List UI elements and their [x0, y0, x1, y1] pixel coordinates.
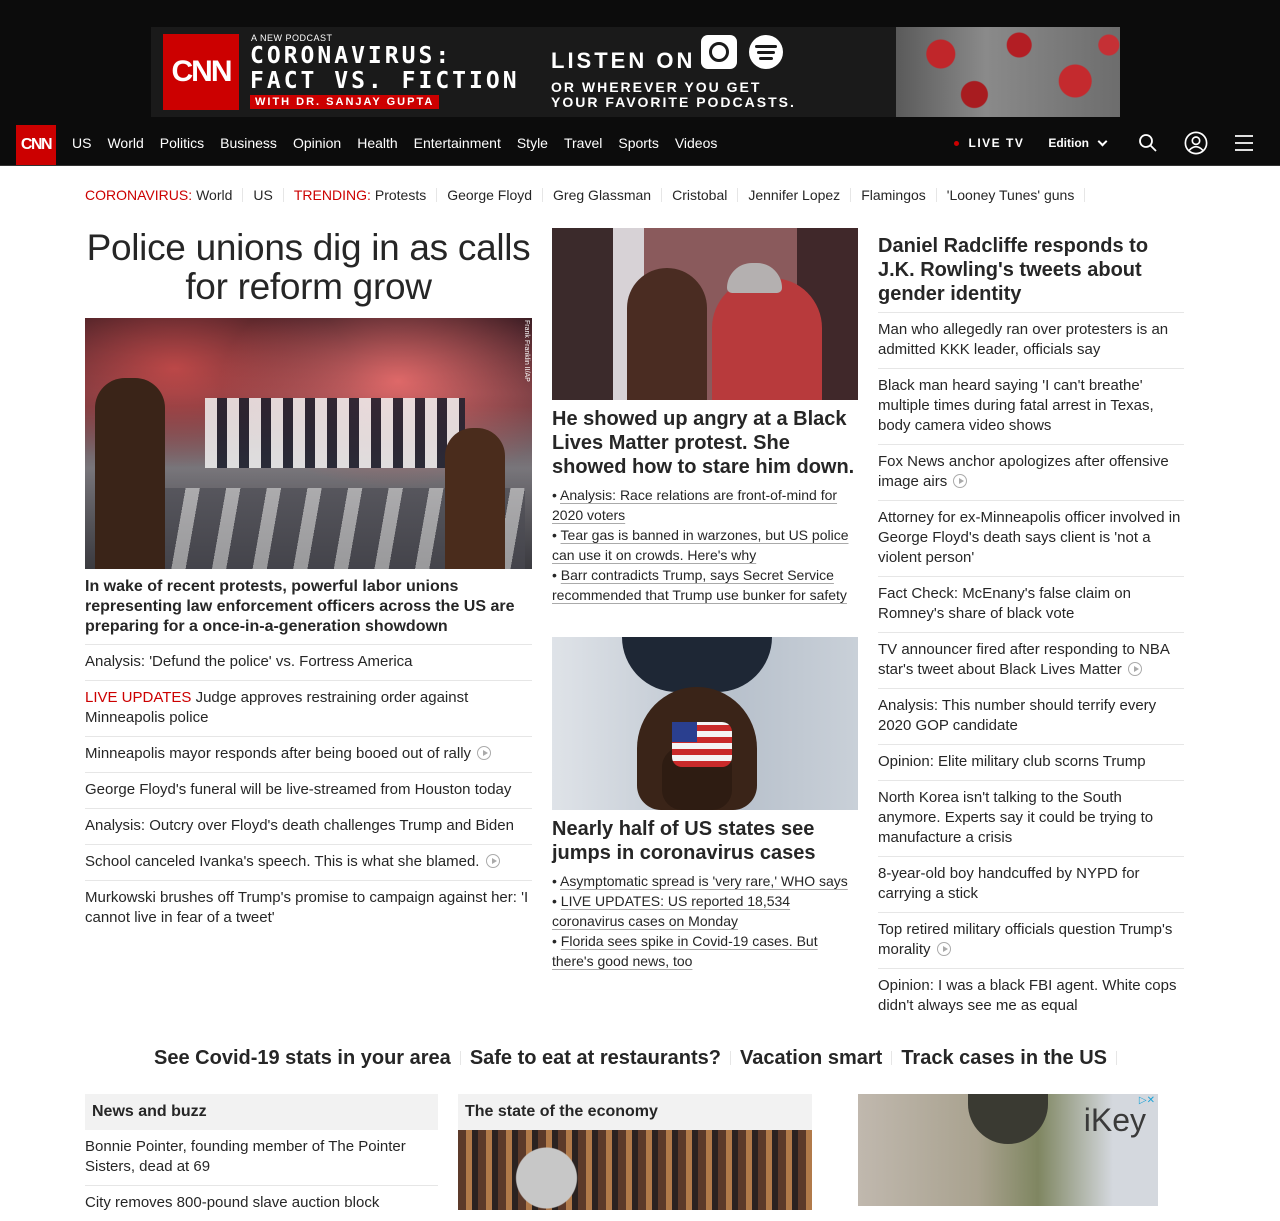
list-item-text: Opinion: Elite military club scorns Trump — [878, 753, 1146, 770]
search-icon[interactable] — [1136, 131, 1160, 155]
list-item[interactable] — [878, 577, 1184, 633]
photo-detail — [968, 1094, 1048, 1144]
user-icon[interactable] — [1184, 131, 1208, 155]
sidebar-ad[interactable] — [858, 1094, 1158, 1206]
list-item[interactable] — [878, 781, 1184, 857]
related-link[interactable]: Tear gas is banned in warzones, but US police can use it on crowds. Here's why — [552, 527, 849, 563]
divider — [1084, 188, 1085, 202]
coronavirus-headline[interactable]: Nearly half of US states see jumps in coronavirus cases — [552, 818, 816, 864]
list-item-text: Man who allegedly ran over protesters is an admitted KKK leader, officials say — [878, 321, 1169, 358]
covid-link-stats[interactable]: See Covid-19 stats in your area — [154, 1047, 451, 1069]
related-links — [552, 871, 858, 971]
divider — [1116, 1051, 1117, 1065]
ad-kicker: A NEW PODCAST — [251, 33, 333, 43]
ad-cnn-logo: CNN — [163, 34, 239, 110]
list-item-text: Analysis: Outcry over Floyd's death challenges Trump and Biden — [85, 817, 514, 834]
related-link[interactable]: Asymptomatic spread is 'very rare,' WHO says — [560, 873, 848, 889]
list-item-text: Analysis: 'Defund the police' vs. Fortress America — [85, 653, 413, 670]
podcast-ad-banner[interactable] — [151, 27, 1120, 117]
ad-title-line2: FACT VS. FICTION — [250, 68, 520, 94]
list-item-text: Attorney for ex-Minneapolis officer involved in George Floyd's death says client is 'not a violent person' — [878, 509, 1181, 566]
ad-wherever-line2: YOUR FAVORITE PODCASTS. — [551, 94, 796, 110]
nav-link-videos[interactable]: Videos — [674, 135, 718, 151]
divider — [436, 188, 437, 202]
photo-detail — [712, 278, 822, 400]
play-video-icon — [953, 474, 967, 488]
trending-link-cristobal[interactable]: Cristobal — [672, 187, 728, 203]
lead-photo[interactable] — [85, 318, 532, 569]
list-item-text: TV announcer fired after responding to NBA star's tweet about Black Lives Matter — [878, 641, 1170, 678]
photo-detail — [627, 268, 707, 400]
list-item[interactable] — [878, 313, 1184, 369]
list-item[interactable] — [878, 857, 1184, 913]
zone-title: News and buzz — [85, 1094, 438, 1130]
nav-link-world[interactable]: World — [107, 135, 144, 151]
trending-link-looney-tunes-guns[interactable]: 'Looney Tunes' guns — [946, 187, 1075, 203]
lead-story-list — [85, 645, 532, 936]
trending-link-jennifer-lopez[interactable]: Jennifer Lopez — [748, 187, 841, 203]
divider — [460, 1051, 461, 1065]
adchoices-icon[interactable]: ▷✕ — [1138, 1095, 1155, 1106]
related-link-item: • Asymptomatic spread is 'very rare,' WHO says — [552, 873, 848, 889]
list-item-text: School canceled Ivanka's speech. This is what she blamed. — [85, 853, 480, 870]
list-item-text: Opinion: I was a black FBI agent. White cops didn't always see me as equal — [878, 977, 1177, 1014]
live-tv-label: LIVE TV — [968, 136, 1025, 150]
trending-bar — [85, 187, 1095, 203]
edition-label: Edition — [1048, 136, 1089, 150]
lead-description[interactable]: In wake of recent protests, powerful labor unions representing law enforcement officers across the US are preparing for a once-in-a-generation showdown — [85, 569, 532, 645]
economy-photo[interactable] — [458, 1130, 812, 1210]
live-dot-icon — [954, 141, 959, 146]
list-item[interactable] — [878, 445, 1184, 501]
right-story-list — [878, 313, 1184, 1024]
photo-detail — [727, 263, 782, 293]
nav-right — [954, 120, 1280, 166]
related-link-item: • Analysis: Race relations are front-of-mind for 2020 voters — [552, 487, 838, 523]
list-item[interactable] — [85, 809, 532, 845]
covid-link-strip — [0, 1047, 1280, 1070]
divider — [242, 188, 243, 202]
list-item[interactable] — [85, 773, 532, 809]
list-item[interactable] — [85, 681, 532, 737]
nav-link-politics[interactable]: Politics — [159, 135, 205, 151]
zone-title: The state of the economy — [458, 1094, 812, 1130]
list-item-text: Bonnie Pointer, founding member of The Pointer Sisters, dead at 69 — [85, 1138, 406, 1175]
nav-link-opinion[interactable]: Opinion — [292, 135, 342, 151]
main-nav — [0, 120, 1280, 166]
ad-title-line1: CORONAVIRUS: — [250, 43, 453, 69]
spotify-icon — [749, 35, 783, 69]
trending-link-george-floyd[interactable]: George Floyd — [447, 187, 533, 203]
list-item[interactable] — [85, 645, 532, 681]
menu-icon[interactable] — [1232, 131, 1256, 155]
list-item-text: Fact Check: McEnany's false claim on Romney's share of black vote — [878, 585, 1131, 622]
lead-column — [85, 228, 532, 936]
edition-dropdown[interactable] — [1048, 136, 1106, 150]
list-item-text: Murkowski brushes off Trump's promise to campaign against her: 'I cannot live in fear of a tweet' — [85, 889, 529, 926]
nav-links — [64, 120, 725, 166]
coronavirus-label: CORONAVIRUS: — [85, 187, 193, 203]
list-item[interactable] — [878, 633, 1184, 689]
divider — [737, 188, 738, 202]
covid-link-vacation[interactable]: Vacation smart — [740, 1047, 883, 1069]
list-item-text: Judge approves restraining order against Minneapolis police — [85, 689, 469, 726]
ad-listen-on: LISTEN ON — [551, 48, 696, 73]
divider — [730, 1051, 731, 1065]
ad-brand: iKey — [1083, 1102, 1146, 1138]
list-item-text: 8-year-old boy handcuffed by NYPD for carrying a stick — [878, 865, 1140, 902]
blm-protest-photo[interactable] — [552, 228, 858, 400]
related-link[interactable]: Analysis: Race relations are front-of-mind for 2020 voters — [552, 487, 838, 523]
related-link[interactable]: Barr contradicts Trump, says Secret Service recommended that Trump use bunker for safety — [552, 567, 847, 603]
divider — [936, 188, 937, 202]
list-item[interactable] — [85, 737, 532, 773]
nav-link-health[interactable]: Health — [357, 135, 398, 151]
photo-detail — [672, 722, 732, 767]
trending-link-greg-glassman[interactable]: Greg Glassman — [553, 187, 652, 203]
ad-wherever-text — [551, 80, 796, 110]
trending-link-us[interactable]: US — [253, 187, 273, 203]
trending-link-protests[interactable]: Protests — [374, 187, 427, 203]
play-video-icon — [486, 854, 500, 868]
divider — [891, 1051, 892, 1065]
list-item[interactable] — [878, 913, 1184, 969]
nav-link-us[interactable]: US — [72, 135, 92, 151]
play-video-icon — [1128, 662, 1142, 676]
covid-link-track-cases[interactable]: Track cases in the US — [901, 1047, 1107, 1069]
list-item[interactable] — [878, 369, 1184, 445]
right-column — [878, 228, 1184, 1024]
apple-podcasts-icon — [701, 35, 737, 69]
divider — [661, 188, 662, 202]
covid-link-restaurants[interactable]: Safe to eat at restaurants? — [469, 1047, 722, 1069]
list-item[interactable] — [878, 689, 1184, 745]
photo-credit: Frank Franklin II/AP — [523, 320, 530, 382]
nav-link-style[interactable]: Style — [516, 135, 548, 151]
list-item[interactable] — [85, 1130, 438, 1186]
ad-wherever-line1: OR WHEREVER YOU GET — [551, 79, 762, 95]
list-item-text: Analysis: This number should terrify every 2020 GOP candidate — [878, 697, 1157, 734]
nav-link-travel[interactable]: Travel — [563, 135, 603, 151]
list-item-text: Minneapolis mayor responds after being booed out of rally — [85, 745, 472, 762]
play-video-icon — [937, 942, 951, 956]
list-item[interactable] — [85, 1186, 438, 1221]
list-item-text: Fox News anchor apologizes after offensive image airs — [878, 453, 1169, 490]
list-item-text: City removes 800-pound slave auction block — [85, 1194, 380, 1211]
photo-detail — [205, 398, 465, 468]
coronavirus-mask-photo[interactable] — [552, 637, 858, 810]
list-item-text: North Korea isn't talking to the South anymore. Experts say it could be trying to manufacture a crisis — [878, 789, 1154, 846]
list-item[interactable] — [878, 501, 1184, 577]
top-ad-band — [0, 0, 1280, 120]
nav-link-business[interactable]: Business — [220, 135, 277, 151]
trending-link-world[interactable]: World — [196, 187, 233, 203]
divider — [850, 188, 851, 202]
photo-detail — [95, 378, 165, 569]
divider — [542, 188, 543, 202]
radcliffe-headline[interactable]: Daniel Radcliffe responds to J.K. Rowling's tweets about gender identity — [878, 228, 1184, 313]
economy-zone — [458, 1094, 812, 1210]
blm-protest-headline[interactable]: He showed up angry at a Black Lives Matter protest. She showed how to stare him down. — [552, 408, 855, 478]
list-item-text: George Floyd's funeral will be live-streamed from Houston today — [85, 781, 512, 798]
divider — [283, 188, 284, 202]
related-links — [552, 485, 858, 605]
chevron-down-icon — [1098, 136, 1108, 146]
list-item-text: Black man heard saying 'I can't breathe' multiple times during fatal arrest in Texas, body camera video shows — [878, 377, 1154, 434]
play-video-icon — [477, 746, 491, 760]
live-updates-label: LIVE UPDATES — [85, 689, 192, 706]
middle-column — [552, 228, 858, 971]
related-link[interactable]: Florida sees spike in Covid-19 cases. But there's good news, too — [552, 933, 818, 969]
related-link-item: • Barr contradicts Trump, says Secret Service recommended that Trump use bunker for safety — [552, 567, 847, 603]
ad-subtitle: WITH DR. SANJAY GUPTA — [250, 95, 439, 109]
nav-link-sports[interactable]: Sports — [618, 135, 659, 151]
list-item[interactable] — [85, 881, 532, 936]
news-and-buzz-zone — [85, 1094, 438, 1221]
lead-headline[interactable]: Police unions dig in as calls for reform grow — [86, 227, 531, 307]
live-tv-link[interactable] — [954, 136, 1024, 150]
list-item[interactable] — [878, 969, 1184, 1024]
nav-link-entertainment[interactable]: Entertainment — [413, 135, 501, 151]
trending-label: TRENDING: — [293, 187, 371, 203]
related-link-item: • Florida sees spike in Covid-19 cases. But there's good news, too — [552, 933, 818, 969]
list-item[interactable] — [878, 745, 1184, 781]
related-link-item: • LIVE UPDATES: US reported 18,534 coronavirus cases on Monday — [552, 893, 791, 929]
photo-detail — [445, 428, 505, 569]
related-link[interactable]: LIVE UPDATES: US reported 18,534 coronavirus cases on Monday — [552, 893, 791, 929]
cnn-logo[interactable]: CNN — [16, 125, 56, 165]
photo-detail — [622, 637, 772, 692]
list-item-text: Top retired military officials question Trump's morality — [878, 921, 1173, 958]
related-link-item: • Tear gas is banned in warzones, but US police can use it on crowds. Here's why — [552, 527, 849, 563]
trending-link-flamingos[interactable]: Flamingos — [861, 187, 926, 203]
list-item[interactable] — [85, 845, 532, 881]
ad-virus-image — [896, 27, 1120, 117]
